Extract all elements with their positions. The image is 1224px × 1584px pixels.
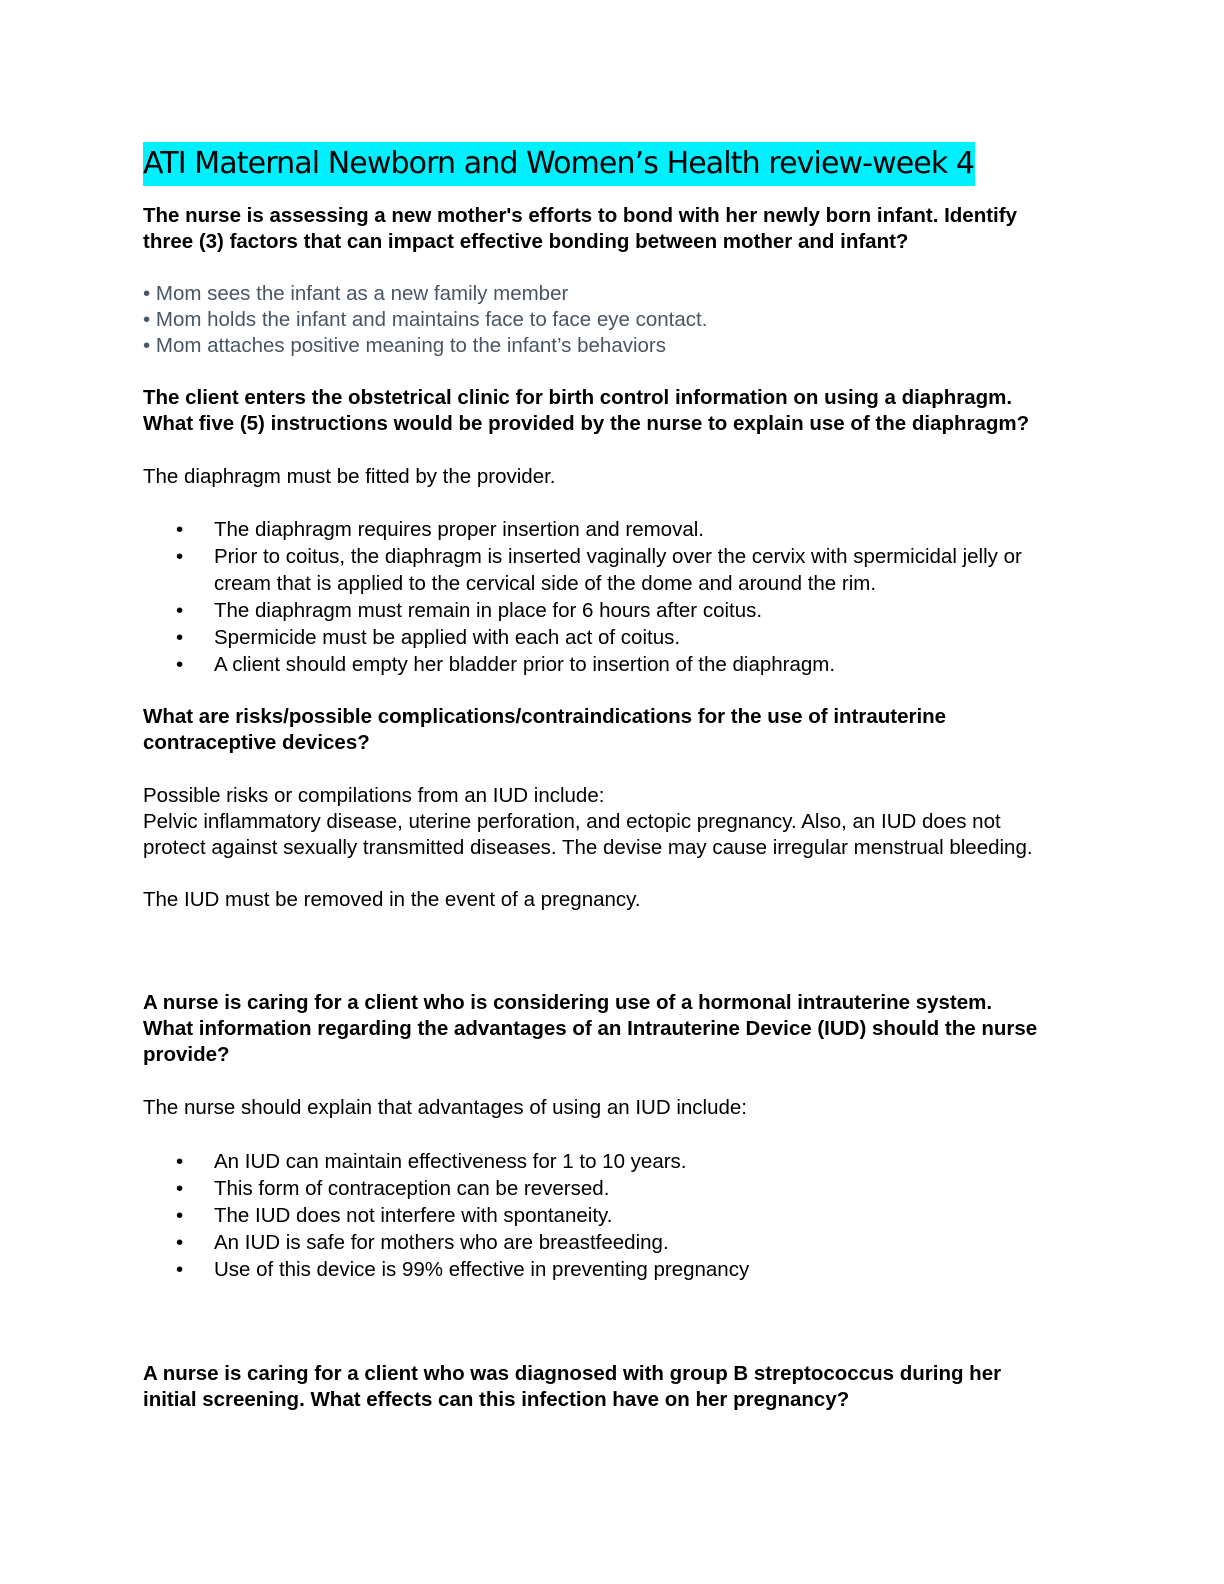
list-item: • Mom sees the infant as a new family member — [143, 282, 569, 305]
answer-iud-risks — [143, 783, 1143, 861]
question-line: contraceptive devices? — [143, 731, 370, 754]
question-line: The nurse is assessing a new mother's efforts to bond with her newly born infant. Identify — [143, 204, 1017, 227]
diaphragm-instructions-list — [143, 516, 1143, 678]
bullet-icon: • — [176, 1204, 184, 1227]
bullet-icon: • — [176, 1258, 184, 1281]
list-item: • The diaphragm must remain in place for 6 hours after coitus. — [176, 599, 763, 622]
answer-line: The IUD must be removed in the event of a pregnancy. — [143, 888, 641, 911]
bullet-icon: • — [176, 599, 184, 622]
answer-intro: The diaphragm must be fitted by the provider. — [143, 465, 556, 488]
question-line: What are risks/possible complications/contraindications for the use of intrauterine — [143, 705, 947, 728]
bullet-icon: • — [176, 1177, 184, 1200]
bullet-icon: • — [176, 1231, 184, 1254]
question-line: The client enters the obstetrical clinic for birth control information on using a diaphragm. — [143, 386, 1013, 409]
question-line: What information regarding the advantages of an Intrauterine Device (IUD) should the nurse — [143, 1017, 1038, 1040]
question-line: provide? — [143, 1043, 230, 1066]
answer-intro: The nurse should explain that advantages of using an IUD include: — [143, 1096, 747, 1119]
list-item-continuation: cream that is applied to the cervical side of the dome and around the rim. — [214, 572, 877, 595]
question-line: A nurse is caring for a client who was diagnosed with group B streptococcus during her — [143, 1362, 1002, 1385]
document-page — [143, 142, 1143, 1413]
list-item: • An IUD can maintain effectiveness for 1 to 10 years. — [176, 1150, 687, 1173]
iud-advantages-list — [143, 1148, 1143, 1283]
question-diaphragm — [143, 385, 1143, 437]
bullet-icon: • — [176, 1150, 184, 1173]
answer-line: protect against sexually transmitted diseases. The devise may cause irregular menstrual bleeding. — [143, 836, 1033, 859]
bullet-icon: • — [176, 626, 184, 649]
question-iud-risks — [143, 704, 1143, 756]
list-item: • Spermicide must be applied with each act of coitus. — [176, 626, 681, 649]
list-item: • The IUD does not interfere with spontaneity. — [176, 1204, 613, 1227]
list-item: • Prior to coitus, the diaphragm is inserted vaginally over the cervix with spermicidal jelly or — [176, 545, 1022, 568]
question-line: A nurse is caring for a client who is considering use of a hormonal intrauterine system. — [143, 991, 993, 1014]
list-item: • Mom attaches positive meaning to the infant’s behaviors — [143, 334, 667, 357]
question-iud-advantages — [143, 990, 1143, 1068]
answer-line: Pelvic inflammatory disease, uterine perforation, and ectopic pregnancy. Also, an IUD does not — [143, 810, 1001, 833]
question-line: initial screening. What effects can this infection have on her pregnancy? — [143, 1388, 850, 1411]
list-item: • A client should empty her bladder prior to insertion of the diaphragm. — [176, 653, 836, 676]
list-item: • The diaphragm requires proper insertion and removal. — [176, 518, 704, 541]
list-item: • An IUD is safe for mothers who are breastfeeding. — [176, 1231, 669, 1254]
bullet-icon: • — [176, 653, 184, 676]
list-item: • Mom holds the infant and maintains face to face eye contact. — [143, 308, 708, 331]
page-title: ATI Maternal Newborn and Women’s Health review-week 4 — [143, 142, 975, 186]
bullet-icon: • — [176, 545, 184, 568]
answer-bonding-list — [143, 281, 1143, 359]
bullet-icon: • — [176, 518, 184, 541]
question-bonding — [143, 203, 1143, 255]
question-line: What five (5) instructions would be provided by the nurse to explain use of the diaphragm? — [143, 412, 1030, 435]
question-line: three (3) factors that can impact effective bonding between mother and infant? — [143, 230, 909, 253]
list-item: • This form of contraception can be reversed. — [176, 1177, 610, 1200]
answer-line: Possible risks or compilations from an IUD include: — [143, 784, 605, 807]
list-item: • Use of this device is 99% effective in preventing pregnancy — [176, 1258, 750, 1281]
question-group-b-strep — [143, 1361, 1143, 1413]
